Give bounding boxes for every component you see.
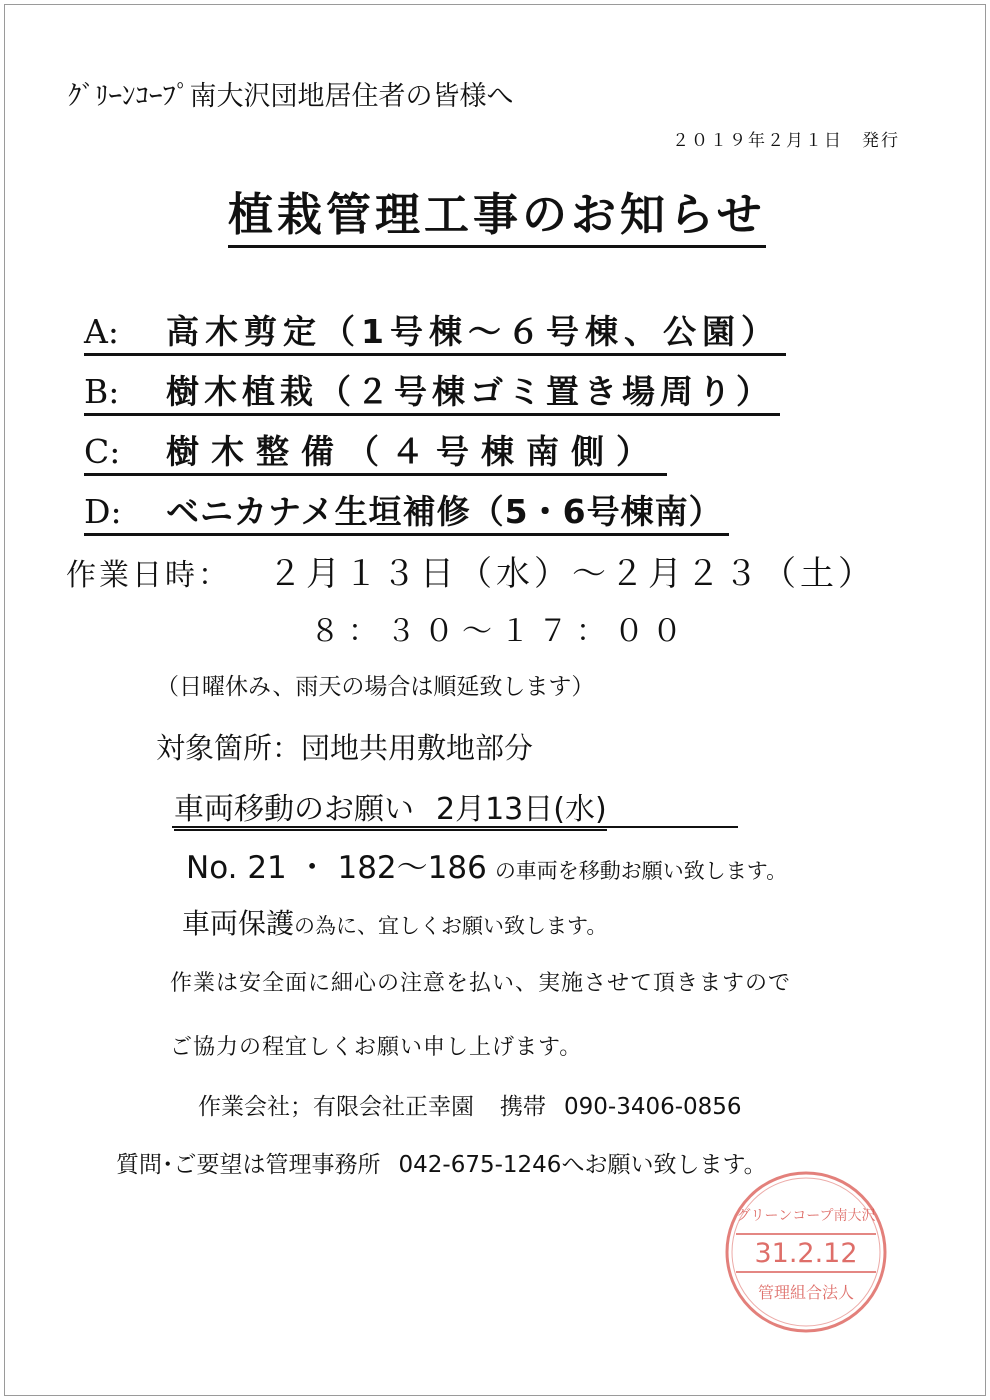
work-item-c	[84, 426, 667, 476]
item-letter: A:	[84, 312, 119, 351]
heading-underline	[172, 826, 738, 828]
vehicle-numbers-line	[186, 842, 787, 887]
contractor-name: 作業会社；有限会社正幸園	[198, 1094, 474, 1120]
page-title: 植栽管理工事のお知らせ	[228, 178, 766, 248]
issue-date: ２０１９年２月１日 発行	[672, 131, 900, 151]
vehicle-protection-emphasis: 車両保護	[182, 907, 295, 940]
body-line-1: 作業は安全面に細心の注意を払い、実施させて頂きますので	[170, 971, 792, 996]
vehicle-numbers: No. 21 ・ 182～186	[186, 850, 487, 886]
office-phone: 042-675-1246	[398, 1152, 562, 1178]
work-time: ８：３０～１７：００	[310, 614, 690, 649]
vehicle-move-date: 2月13日(水)	[436, 792, 607, 827]
work-datetime-label: 作業日時：	[66, 558, 231, 593]
stamp-date: 31.2.12	[754, 1238, 858, 1269]
item-text: 高木剪定（1号棟～６号棟、公園）	[166, 312, 780, 351]
inquiry-suffix: へお願い致します。	[561, 1152, 767, 1178]
work-item-d	[84, 486, 729, 536]
contractor-mobile-label: 携帯	[500, 1094, 546, 1120]
vehicle-move-title: 車両移動のお願い	[174, 792, 414, 827]
vehicle-protection-text: の為に、宜しくお願い致します。	[294, 914, 608, 938]
schedule-note: （日曜休み、雨天の場合は順延致します）	[156, 674, 595, 700]
item-text: 樹木植栽（２号棟ゴミ置き場周り）	[166, 372, 774, 411]
item-text: ベニカナメ生垣補修（5・6号棟南）	[166, 492, 723, 531]
target-area: 対象箇所：団地共用敷地部分	[156, 731, 534, 765]
work-item-a	[84, 306, 786, 356]
vehicle-numbers-text: の車両を移動お願い致します。	[494, 859, 788, 883]
stamp-line-1: グリーンコープ南大沢	[736, 1208, 876, 1224]
item-letter: C:	[84, 432, 121, 471]
body-line-2: ご協力の程宜しくお願い申し上げます。	[170, 1035, 583, 1060]
addressee: ｸﾞﾘｰﾝｺｰﾌﾟ南大沢団地居住者の皆様へ	[68, 81, 514, 112]
contractor-line	[198, 1088, 742, 1121]
item-letter: B:	[84, 372, 120, 411]
seal-stamp	[722, 1168, 890, 1336]
stamp-line-3: 管理組合法人	[757, 1283, 855, 1302]
vehicle-move-heading	[174, 784, 607, 831]
work-item-b	[84, 366, 780, 416]
item-text: 樹木整備（４号棟南側）	[166, 432, 661, 471]
work-dates: ２月１３日（水）～２月２３（土）	[268, 554, 876, 594]
contractor-phone: 090-3406-0856	[564, 1094, 742, 1120]
inquiry-label: 質問･ご要望は管理事務所	[116, 1152, 381, 1178]
item-letter: D:	[84, 492, 122, 531]
vehicle-protection-line	[182, 902, 607, 942]
inquiry-line	[116, 1146, 767, 1179]
